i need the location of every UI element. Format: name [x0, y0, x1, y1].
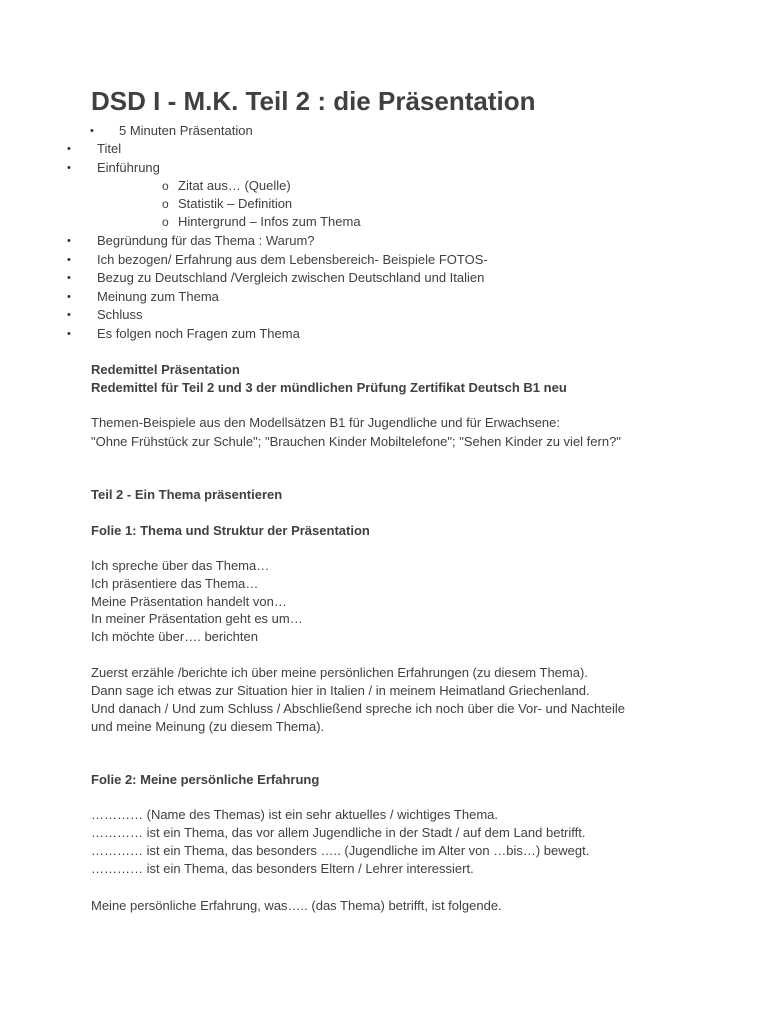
- phrase-line: Meine Präsentation handelt von…: [91, 594, 287, 609]
- structure-line: Zuerst erzähle /berichte ich über meine persönlichen Erfahrungen (zu diesem Thema).: [91, 665, 588, 680]
- phrase-line: Ich präsentiere das Thema…: [91, 576, 259, 591]
- bullet-icon: •: [67, 143, 71, 155]
- list-item: Begründung für das Thema : Warum?: [97, 233, 315, 248]
- document-title: DSD I - M.K. Teil 2 : die Präsentation: [91, 86, 536, 116]
- list-item: Meinung zum Thema: [97, 289, 219, 304]
- list-item: Bezug zu Deutschland /Vergleich zwischen Deutschland und Italien: [97, 270, 485, 285]
- sub-list-item: Zitat aus… (Quelle): [178, 178, 291, 193]
- phrase-line: ………… ist ein Thema, das besonders Eltern / Lehrer interessiert.: [91, 861, 474, 876]
- bullet-icon: •: [67, 272, 71, 284]
- bullet-icon: •: [90, 125, 94, 137]
- sub-list-item: Statistik – Definition: [178, 196, 293, 211]
- circle-bullet-icon: o: [162, 215, 169, 229]
- section-heading-folie1: Folie 1: Thema und Struktur der Präsentation: [91, 523, 370, 538]
- bullet-icon: •: [67, 235, 71, 247]
- closing-line: Meine persönliche Erfahrung, was….. (das Thema) betrifft, ist folgende.: [91, 898, 502, 913]
- list-item: Einführung: [97, 160, 160, 175]
- list-item: Es folgen noch Fragen zum Thema: [97, 326, 300, 341]
- section-heading-folie2: Folie 2: Meine persönliche Erfahrung: [91, 772, 320, 787]
- redemittel-heading: Redemittel Präsentation: [91, 362, 240, 377]
- list-item: Ich bezogen/ Erfahrung aus dem Lebensbereich- Beispiele FOTOS-: [97, 252, 488, 267]
- structure-line: Dann sage ich etwas zur Situation hier in Italien / in meinem Heimatland Griechenland.: [91, 683, 590, 698]
- redemittel-subheading: Redemittel für Teil 2 und 3 der mündlichen Prüfung Zertifikat Deutsch B1 neu: [91, 380, 567, 395]
- sub-list-item: Hintergrund – Infos zum Thema: [178, 214, 361, 229]
- beispiele-intro: Themen-Beispiele aus den Modellsätzen B1 für Jugendliche und für Erwachsene:: [91, 415, 560, 430]
- bullet-icon: •: [67, 309, 71, 321]
- circle-bullet-icon: o: [162, 179, 169, 193]
- phrase-line: Ich spreche über das Thema…: [91, 558, 270, 573]
- phrase-line: ………… ist ein Thema, das besonders ….. (Jugendliche im Alter von …bis…) bewegt.: [91, 843, 590, 858]
- bullet-icon: •: [67, 254, 71, 266]
- phrase-line: In meiner Präsentation geht es um…: [91, 611, 303, 626]
- structure-line: und meine Meinung (zu diesem Thema).: [91, 719, 325, 734]
- list-item: Titel: [97, 141, 122, 156]
- bullet-icon: •: [67, 328, 71, 340]
- phrase-line: ………… ist ein Thema, das vor allem Jugendliche in der Stadt / auf dem Land betrifft.: [91, 825, 586, 840]
- bullet-icon: •: [67, 162, 71, 174]
- list-item: 5 Minuten Präsentation: [119, 123, 253, 138]
- structure-line: Und danach / Und zum Schluss / Abschließend spreche ich noch über die Vor- und Nachteile: [91, 701, 626, 716]
- section-heading-teil2: Teil 2 - Ein Thema präsentieren: [91, 487, 283, 502]
- beispiele-themes: "Ohne Frühstück zur Schule"; "Brauchen Kinder Mobiltelefone"; "Sehen Kinder zu viel fern?": [91, 434, 621, 449]
- circle-bullet-icon: o: [162, 197, 169, 211]
- phrase-line: ………… (Name des Themas) ist ein sehr aktuelles / wichtiges Thema.: [91, 807, 498, 822]
- list-item: Schluss: [97, 307, 143, 322]
- phrase-line: Ich möchte über…. berichten: [91, 629, 258, 644]
- bullet-icon: •: [67, 291, 71, 303]
